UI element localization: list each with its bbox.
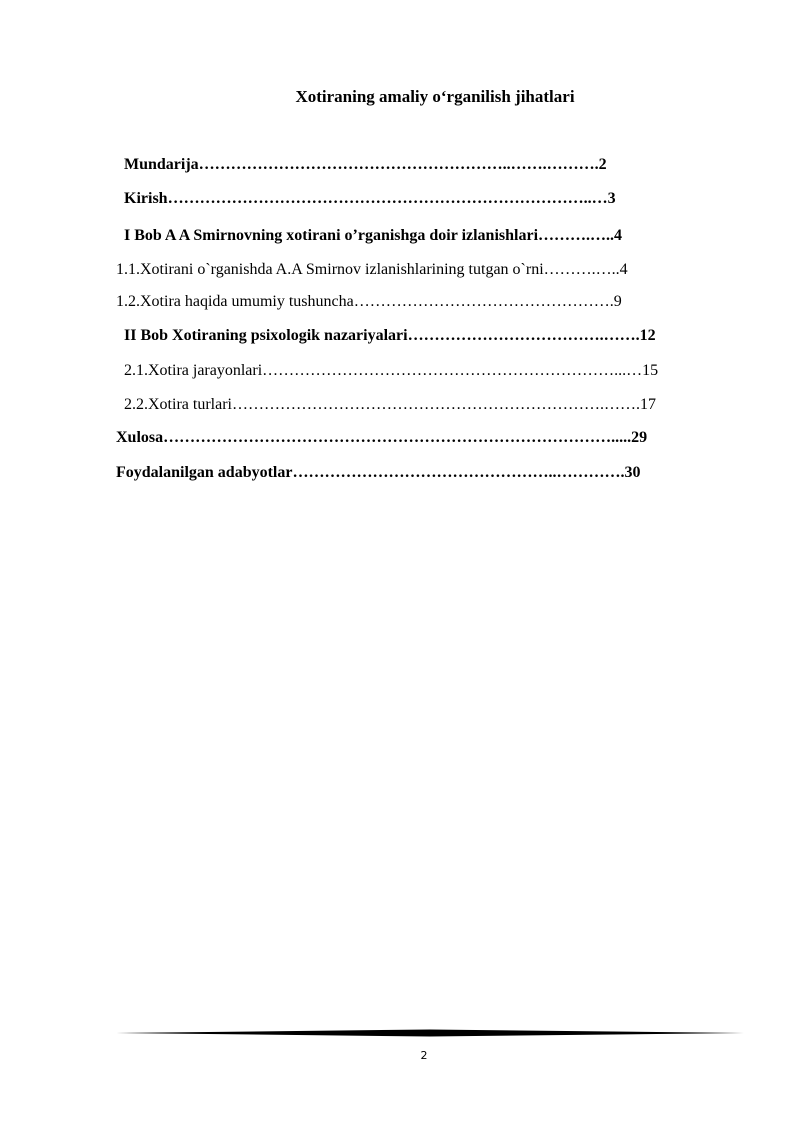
toc-entry-chapter-1: I Bob A A Smirnovning xotirani o’rganishga doir izlanishlari……….…..4 — [124, 227, 623, 244]
toc-entry-section-1-1: 1.1.Xotirani o`rganishda A.A Smirnov izlanishlarining tutgan o`rni……….…..4 — [116, 261, 628, 278]
toc-entry-section-2-2: 2.2.Xotira turlari…………………………………………………………….…….17 — [124, 396, 656, 413]
page-number: 2 — [420, 1049, 428, 1062]
toc-entry-mundarija: Mundarija…………………………………………………..…….……….2 — [124, 156, 607, 173]
toc-entry-chapter-2: II Bob Xotiraning psixologik nazariyalari……………………………….…….12 — [124, 327, 656, 344]
footer-divider — [116, 1029, 744, 1037]
page-title: Xotiraning amaliy o‘rganilish jihatlari — [295, 87, 575, 106]
toc-entry-kirish: Kirish……………………………………………………………………..…3 — [124, 190, 616, 207]
toc-entry-section-1-2: 1.2.Xotira haqida umumiy tushuncha………………………………………….9 — [116, 293, 622, 310]
toc-entry-references: Foydalanilgan adabyotlar…………………………………………..………….30 — [116, 464, 641, 481]
toc-entry-section-2-1: 2.1.Xotira jarayonlari…………………………………………………………...…15 — [124, 362, 659, 379]
toc-entry-xulosa: Xulosa………………………………………………………………………….....29 — [116, 429, 648, 446]
